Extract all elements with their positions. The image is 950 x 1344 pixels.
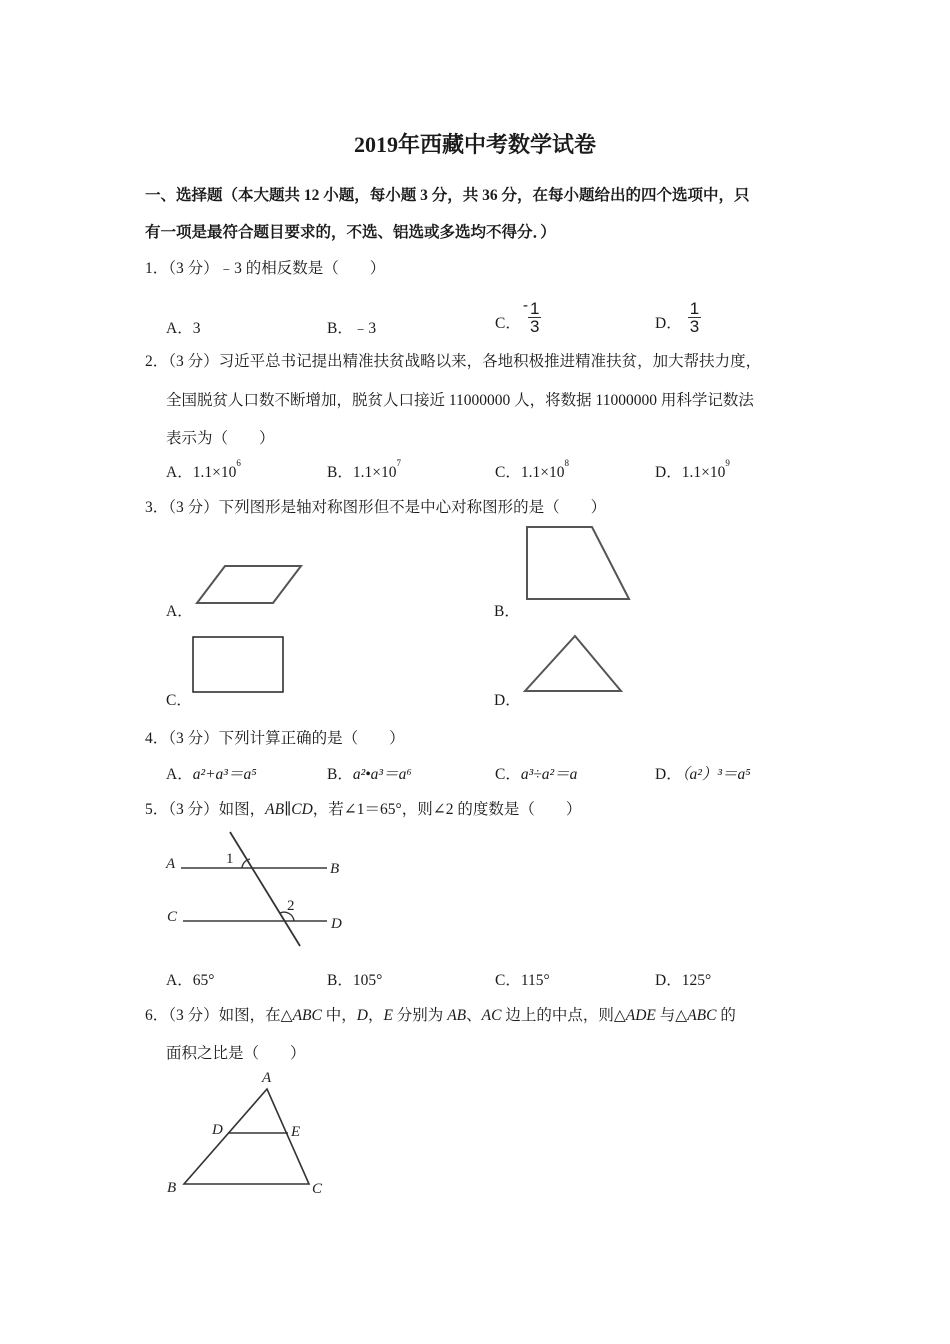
fraction-one-third: $\frac{1}{3}$ [689, 299, 700, 336]
section-heading-line1: 一、选择题（本大题共 12 小题，每小题 3 分，共 36 分，在每小题给出的四个选项中，只 [145, 187, 750, 204]
svg-text:C: C [312, 1181, 323, 1197]
q3-option-c-label: C． [166, 692, 192, 709]
question-number: 1． [145, 260, 169, 277]
question-6-line2: 面积之比是（ ） [166, 1045, 306, 1062]
q1-option-c: C． - $\frac{1}{3}$ [495, 297, 540, 336]
q2-option-c: C．$1.1\times 10^8$ [495, 458, 569, 481]
svg-text:2: 2 [287, 898, 295, 914]
q4-option-a: A．a²+a³＝a⁵ [166, 766, 257, 783]
q2-option-a: A．$1.1\times 10^6$ [166, 458, 241, 481]
q5-option-d: D．125° [655, 972, 712, 989]
question-2: 2．（3 分）习近平总书记提出精准扶贫战略以来，各地积极推进精准扶贫，加大帮扶力度， [145, 353, 762, 370]
q5-option-c: C．115° [495, 972, 550, 989]
question-text: （3 分）﹣3 的相反数是（ ） [168, 260, 386, 277]
svg-text:D: D [331, 916, 342, 932]
q1-option-d: D． $\frac{1}{3}$ [655, 299, 700, 336]
q3-option-a-label: A． [166, 603, 193, 620]
svg-text:D: D [212, 1122, 223, 1138]
q3-option-d-label: D． [494, 692, 521, 709]
page-title: 2019年西藏中考数学试卷 [353, 132, 596, 157]
svg-text:1: 1 [226, 851, 234, 867]
svg-text:B: B [330, 861, 340, 877]
q5-option-b: B．105° [327, 972, 383, 989]
fraction-neg-one-third: $\frac{1}{3}$ [530, 299, 540, 336]
svg-text:A: A [166, 856, 176, 872]
svg-text:E: E [291, 1124, 301, 1140]
q4-option-d: D．（a²）³＝a⁵ [655, 766, 751, 783]
svg-text:A: A [262, 1070, 272, 1086]
question-5: 5．（3 分）如图，AB∥CD，若∠1＝65°，则∠2 的度数是（ ） [145, 801, 582, 818]
q3-option-b-label: B． [494, 603, 520, 620]
question-6: 6．（3 分）如图，在△ABC 中，D，E 分别为 AB、AC 边上的中点，则△ADE 与△ABC 的 [145, 1007, 736, 1024]
q2-option-b: B．$1.1\times 10^7$ [327, 458, 401, 481]
svg-text:C: C [167, 909, 178, 925]
q1-option-a: A．3 [166, 320, 201, 337]
q1-option-b: B．﹣3 [327, 320, 377, 337]
question-2-line2: 全国脱贫人口数不断增加，脱贫人口接近 11000000 人，将数据 11000000 用科学记数法 [166, 392, 754, 409]
q5-option-a: A．65° [166, 972, 215, 989]
q4-option-c: C．a³÷a²＝a [495, 766, 578, 783]
svg-text:B: B [167, 1180, 177, 1196]
question-2-line3: 表示为（ ） [166, 430, 275, 447]
q2-option-d: D．$1.1\times 10^9$ [655, 458, 730, 481]
q4-option-b: B．a²•a³＝a⁶ [327, 766, 412, 783]
question-4: 4．（3 分）下列计算正确的是（ ） [145, 730, 405, 747]
section-heading-line2: 有一项是最符合题目要求的，不选、铝选或多选均不得分．） [145, 224, 556, 241]
question-3: 3．（3 分）下列图形是轴对称图形但不是中心对称图形的是（ ） [145, 499, 607, 516]
